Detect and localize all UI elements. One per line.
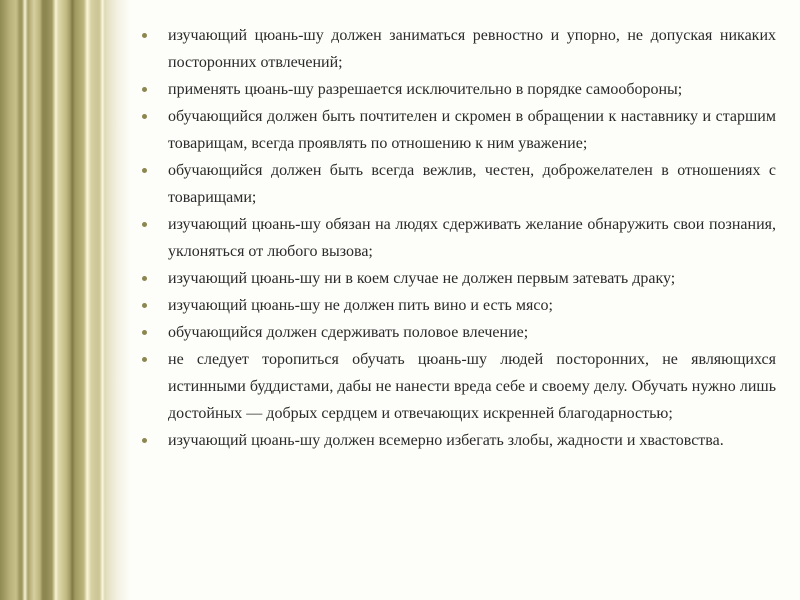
decorative-curtain-band: [0, 0, 130, 600]
bullet-icon: [142, 438, 147, 443]
list-item-text: применять цюань-шу разрешается исключительно в порядке самообороны;: [168, 81, 683, 98]
list-item: [140, 157, 776, 211]
bullet-icon: [142, 303, 147, 308]
list-item-text: изучающий цюань-шу не должен пить вино и есть мясо;: [168, 297, 553, 314]
list-item-text: обучающийся должен быть всегда вежлив, честен, доброжелателен в отношениях с товарищами;: [168, 162, 776, 206]
list-item: [140, 346, 776, 427]
curtain-shadow-stripe: [40, 0, 46, 600]
bullet-icon: [142, 87, 147, 92]
list-item-text: не следует торопиться обучать цюань-шу людей посторонних, не являющихся истинными буддистами, дабы не нанести вреда себе и своему делу. Обучать нужно лишь достойных — добрых сердцем и отвечающих искренней благодарностью;: [168, 351, 776, 422]
list-item: [140, 265, 776, 292]
curtain-highlight-stripe: [52, 0, 60, 600]
list-item: [140, 22, 776, 76]
bullet-icon: [142, 330, 147, 335]
list-item: [140, 319, 776, 346]
curtain-highlight-stripe: [22, 0, 28, 600]
bullet-icon: [142, 114, 147, 119]
curtain-highlight-stripe: [100, 0, 105, 600]
list-item-text: обучающийся должен быть почтителен и скромен в обращении к наставнику и старшим товарищам, всегда проявлять по отношению к ним уважение;: [168, 108, 776, 152]
list-item: [140, 292, 776, 319]
list-item: [140, 427, 776, 454]
list-item-text: изучающий цюань-шу ни в коем случае не должен первым затевать драку;: [168, 270, 676, 287]
list-item-text: изучающий цюань-шу обязан на людях сдерживать желание обнаружить свои познания, уклоняться от любого вызова;: [168, 216, 776, 260]
bullet-icon: [142, 168, 147, 173]
bullet-icon: [142, 276, 147, 281]
bullet-icon: [142, 357, 147, 362]
rules-list: [140, 22, 776, 454]
curtain-shadow-stripe: [70, 0, 75, 600]
list-item: [140, 76, 776, 103]
list-item: [140, 103, 776, 157]
list-item-text: изучающий цюань-шу должен всемерно избегать злобы, жадности и хвастовства.: [168, 432, 724, 449]
bullet-icon: [142, 222, 147, 227]
list-item: [140, 211, 776, 265]
bullet-icon: [142, 33, 147, 38]
list-item-text: обучающийся должен сдерживать половое влечение;: [168, 324, 529, 341]
list-item-text: изучающий цюань-шу должен заниматься ревностно и упорно, не допуская никаких посторонних отвлечений;: [168, 27, 776, 71]
curtain-highlight-stripe: [84, 0, 91, 600]
slide-content: [140, 22, 776, 592]
